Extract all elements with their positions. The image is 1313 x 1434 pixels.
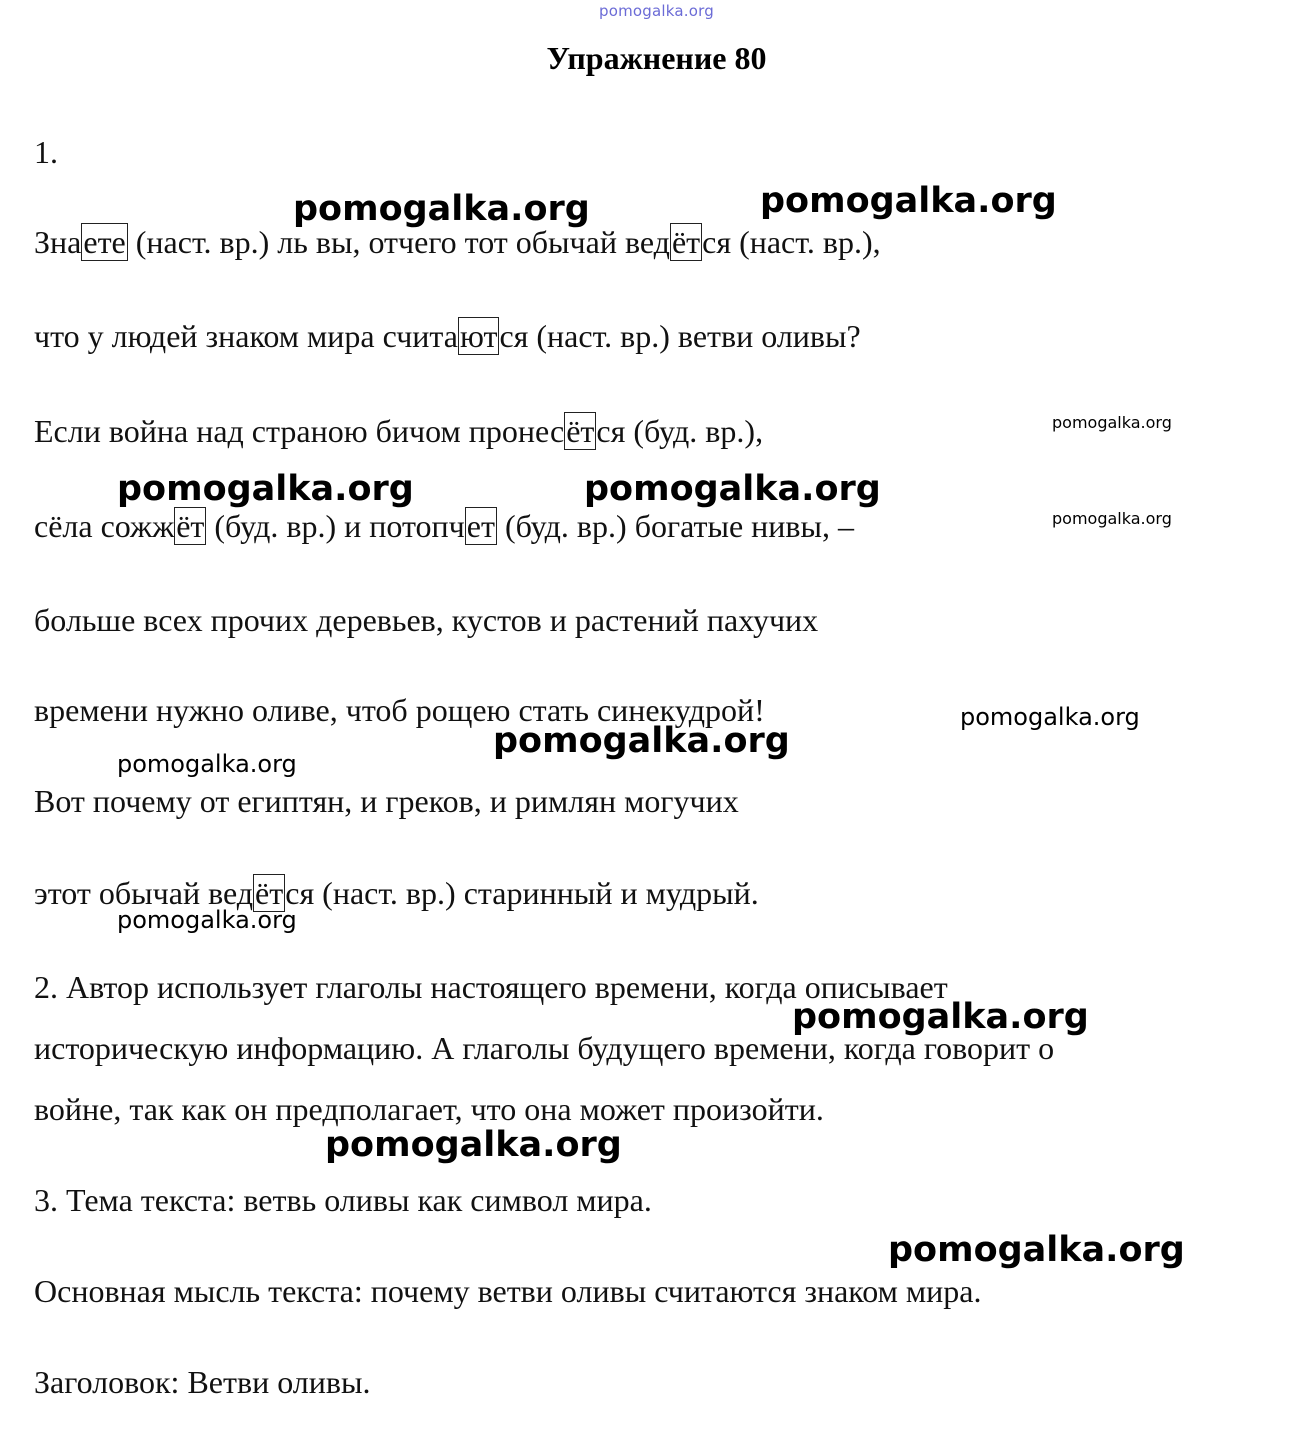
poem-text: (буд. вр.) богатые нивы, – bbox=[496, 508, 855, 544]
verb-ending-box: ёт bbox=[671, 224, 701, 260]
watermark: pomogalka.org bbox=[888, 1230, 1185, 1270]
page-title: Упражнение 80 bbox=[546, 40, 767, 76]
poem-text: сёла сожж bbox=[34, 508, 175, 544]
watermark: pomogalka.org bbox=[493, 721, 790, 761]
poem-text: времени нужно оливе, чтоб рощею стать синекудрой! bbox=[34, 692, 765, 728]
verb-ending-box: ет bbox=[466, 508, 495, 544]
verb-ending-box: ёт bbox=[176, 508, 205, 544]
poem-text: больше всех прочих деревьев, кустов и растений пахучих bbox=[34, 602, 819, 638]
poem-text: Вот почему от египтян, и греков, и римлян могучих bbox=[34, 783, 739, 819]
answer3-main-idea: Основная мысль текста: почему ветви оливы считаются знаком мира. bbox=[34, 1273, 982, 1309]
watermark: pomogalka.org bbox=[760, 181, 1057, 221]
site-header-link[interactable]: pomogalka.org bbox=[599, 2, 714, 20]
watermark: pomogalka.org bbox=[960, 703, 1140, 731]
watermark: pomogalka.org bbox=[117, 750, 297, 778]
poem-line bbox=[34, 316, 861, 356]
verb-ending-box: ёт bbox=[566, 413, 595, 449]
verb-ending-box: ют bbox=[459, 318, 498, 354]
verb-ending-box: ёт bbox=[255, 875, 284, 911]
poem-text: Зна bbox=[34, 224, 82, 260]
poem-line bbox=[34, 600, 818, 640]
poem-text: ся (наст. вр.) ветви оливы? bbox=[499, 318, 861, 354]
watermark: pomogalka.org bbox=[584, 469, 881, 509]
poem-text: Если война над страною бичом пронес bbox=[34, 413, 565, 449]
poem-text: ся (наст. вр.) старинный и мудрый. bbox=[285, 875, 759, 911]
answer3-heading: Заголовок: Ветви оливы. bbox=[34, 1364, 371, 1400]
poem-line bbox=[34, 781, 739, 821]
watermark: pomogalka.org bbox=[1052, 413, 1172, 432]
poem-text: ся (наст. вр.), bbox=[702, 224, 881, 260]
answer2-line: войне, так как он предполагает, что она может произойти. bbox=[34, 1091, 824, 1127]
answer3-theme: 3. Тема текста: ветвь оливы как символ мира. bbox=[34, 1182, 652, 1218]
watermark: pomogalka.org bbox=[1052, 509, 1172, 528]
watermark: pomogalka.org bbox=[325, 1125, 622, 1165]
watermark: pomogalka.org bbox=[293, 189, 590, 229]
poem-text: (наст. вр.) ль вы, отчего тот обычай вед bbox=[127, 224, 670, 260]
section1-number: 1. bbox=[34, 134, 58, 170]
poem-text: ся (буд. вр.), bbox=[596, 413, 764, 449]
poem-text: что у людей знаком мира счита bbox=[34, 318, 458, 354]
watermark: pomogalka.org bbox=[117, 906, 297, 934]
verb-ending-box: ете bbox=[83, 224, 126, 260]
answer2-line: 2. Автор использует глаголы настоящего времени, когда описывает bbox=[34, 969, 948, 1005]
poem-line bbox=[34, 506, 854, 546]
watermark: pomogalka.org bbox=[792, 997, 1089, 1037]
poem-text: этот обычай вед bbox=[34, 875, 254, 911]
poem-line bbox=[34, 411, 763, 451]
answer2-line: историческую информацию. А глаголы будущего времени, когда говорит о bbox=[34, 1030, 1055, 1066]
watermark: pomogalka.org bbox=[117, 469, 414, 509]
poem-text: (буд. вр.) и потопч bbox=[206, 508, 465, 544]
